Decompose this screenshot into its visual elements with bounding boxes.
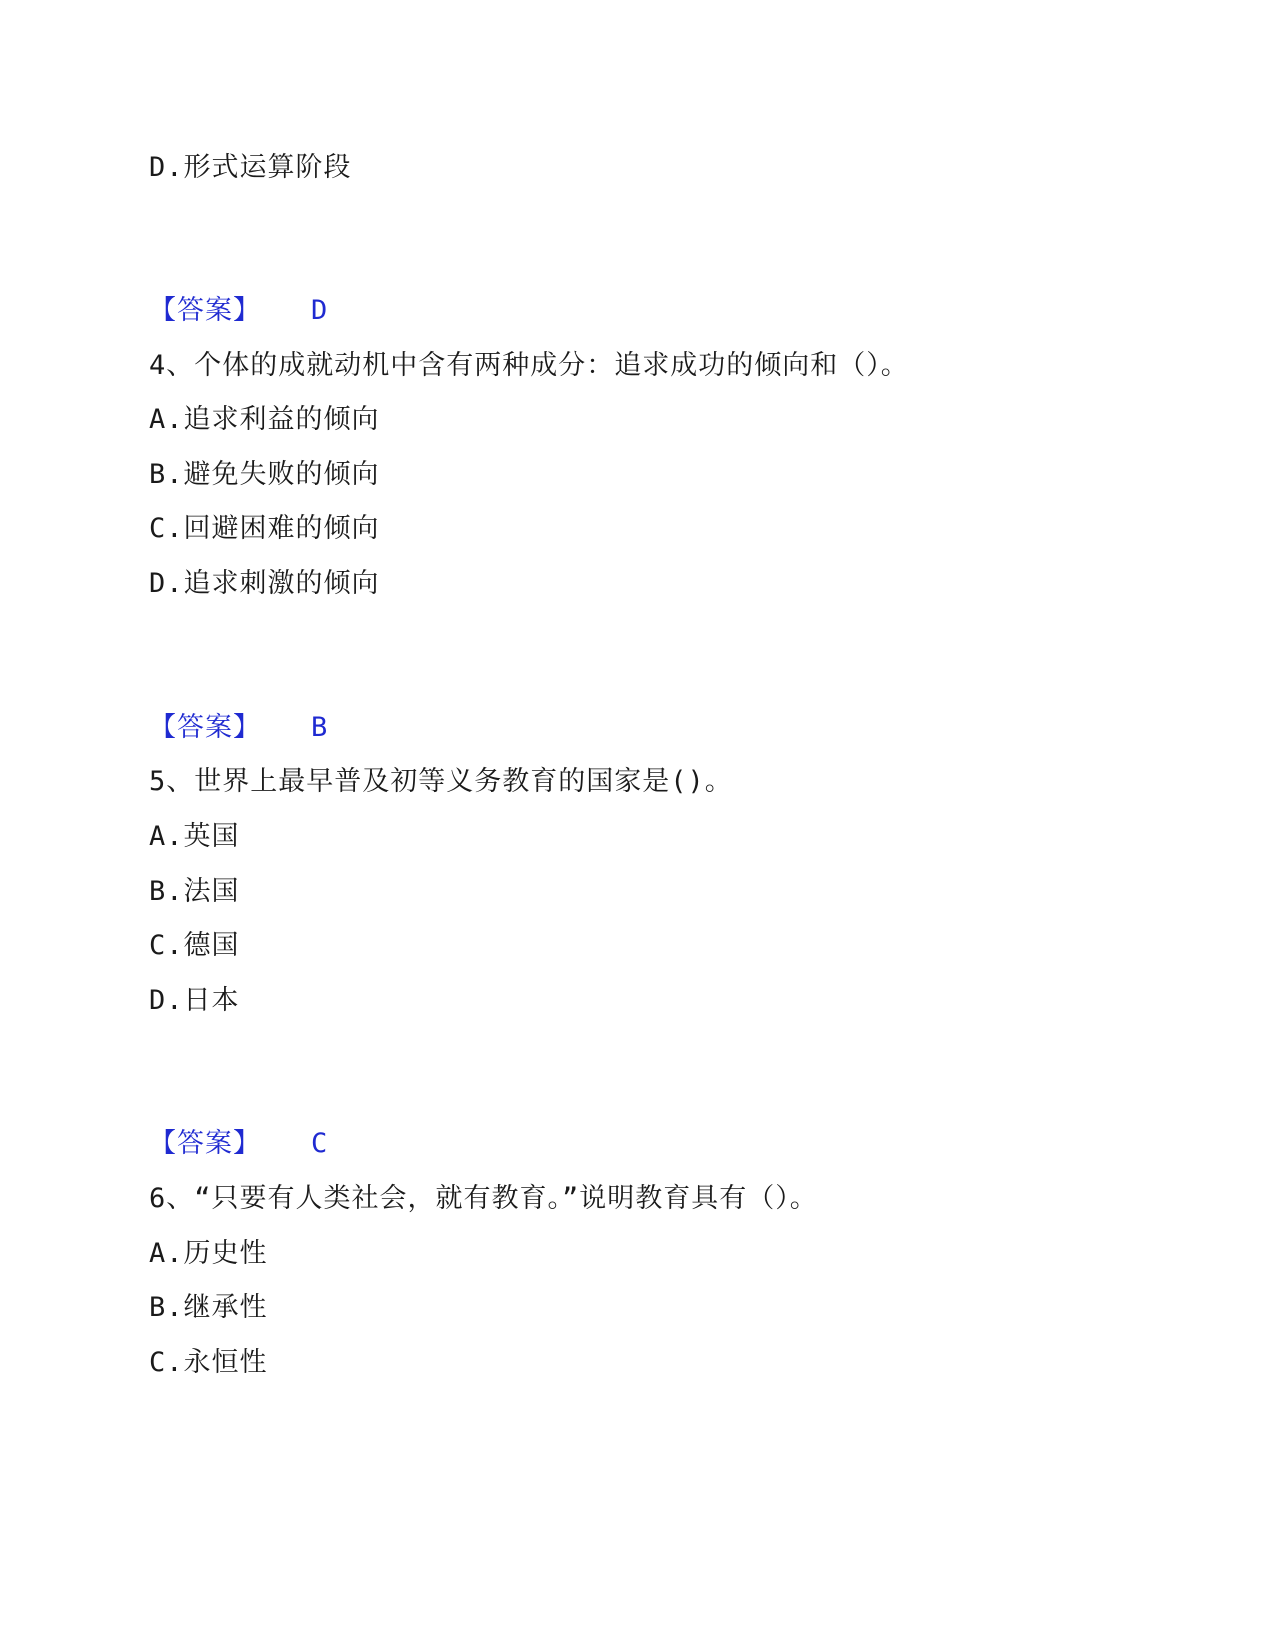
option-a: A.英国 xyxy=(149,821,240,852)
option-a: A.历史性 xyxy=(149,1238,268,1269)
option-a: A.追求利益的倾向 xyxy=(149,404,380,435)
answer-value: C xyxy=(311,1128,329,1159)
answer-value: B xyxy=(311,712,329,743)
answer-tag: 【答案】 xyxy=(149,295,261,326)
option-b: B.法国 xyxy=(149,876,240,907)
option-c: C.回避困难的倾向 xyxy=(149,513,380,544)
question-stem-5: 5、世界上最早普及初等义务教育的国家是()。 xyxy=(149,766,733,797)
question-stem-6: 6、“只要有人类社会，就有教育。”说明教育具有（）。 xyxy=(149,1183,818,1214)
answer-tag: 【答案】 xyxy=(149,1128,261,1159)
option-d: D.追求刺激的倾向 xyxy=(149,568,380,599)
option-c: C.永恒性 xyxy=(149,1347,268,1378)
option-d: D.日本 xyxy=(149,985,240,1016)
option-b: B.继承性 xyxy=(149,1292,268,1323)
option-b: B.避免失败的倾向 xyxy=(149,459,380,490)
answer-line-q4 xyxy=(149,710,328,746)
question-stem-4: 4、个体的成就动机中含有两种成分：追求成功的倾向和（）。 xyxy=(149,350,909,381)
answer-value: D xyxy=(311,295,329,326)
answer-line-q3 xyxy=(149,293,328,329)
answer-tag: 【答案】 xyxy=(149,712,261,743)
option-d-previous-question: D.形式运算阶段 xyxy=(149,152,352,183)
answer-line-q5 xyxy=(149,1126,328,1162)
option-c: C.德国 xyxy=(149,930,240,961)
